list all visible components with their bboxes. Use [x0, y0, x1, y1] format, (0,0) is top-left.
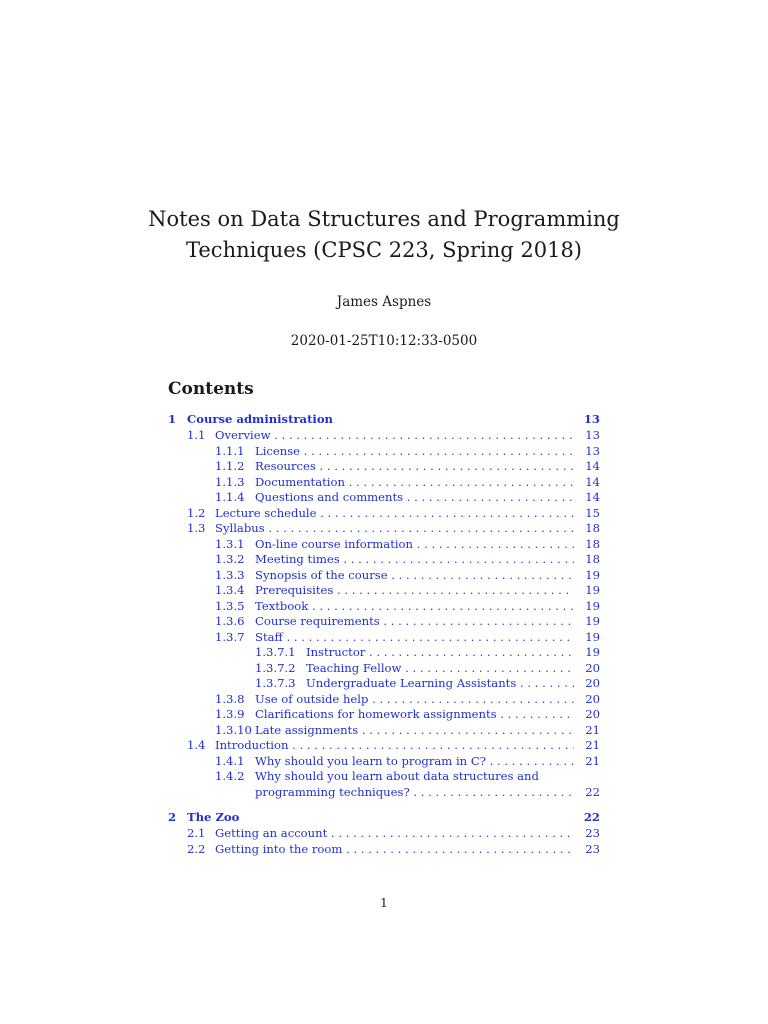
toc-entry[interactable]: [168, 769, 600, 800]
toc-page: 14: [585, 459, 600, 473]
toc-title: Textbook . . .: [255, 599, 574, 615]
toc-number: 1.3.5: [215, 598, 245, 613]
toc-entry[interactable]: [168, 738, 600, 754]
toc-page: 20: [585, 691, 600, 706]
author: James Aspnes: [336, 294, 432, 310]
toc-title: Syllabus . . .: [215, 521, 574, 537]
toc-number: 1: [168, 412, 177, 426]
toc-page: 19: [585, 614, 600, 628]
toc-page: 19: [585, 645, 600, 659]
toc-entry[interactable]: [168, 444, 600, 460]
toc-page: 19: [585, 583, 600, 597]
toc-number: 1.3: [187, 521, 206, 535]
toc-page: 22: [585, 784, 600, 799]
toc-number: 1.3.1: [215, 536, 245, 551]
title-line-2: Techniques (CPSC 223, Spring 2018): [186, 238, 582, 262]
page-number: 1: [380, 896, 388, 910]
toc-page: 15: [585, 505, 600, 520]
toc-title: Introduction . . .: [215, 738, 574, 754]
toc-entry[interactable]: [168, 475, 600, 491]
toc-entry[interactable]: [168, 537, 600, 553]
toc-page: 18: [585, 536, 600, 551]
toc-page: 20: [585, 660, 600, 675]
toc-entry[interactable]: [168, 661, 600, 677]
toc-number: 1.3.8: [215, 691, 245, 706]
table-of-contents: [168, 411, 600, 857]
toc-title: Staff . . .: [255, 630, 574, 646]
toc-page: 13: [583, 412, 600, 426]
toc-entry[interactable]: [168, 754, 600, 770]
toc-number: 1.4: [187, 738, 206, 752]
toc-number: 1.3.3: [215, 567, 245, 582]
toc-page: 22: [583, 810, 600, 824]
toc-title: Documentation . . .: [255, 475, 574, 491]
toc-entry[interactable]: [168, 506, 600, 522]
toc-number: 1.1.2: [215, 459, 245, 473]
toc-page: 23: [585, 826, 600, 840]
toc-title: Why should you learn to program in C? . . .: [255, 754, 574, 770]
toc-entry[interactable]: [168, 614, 600, 630]
toc-entry[interactable]: [168, 826, 600, 842]
toc-page: 21: [585, 722, 600, 737]
toc-page: 18: [585, 552, 600, 566]
toc-number: 2.1: [187, 826, 206, 840]
toc-title: Synopsis of the course . . .: [255, 568, 574, 584]
toc-entry[interactable]: [168, 676, 600, 692]
toc-page: 20: [585, 676, 600, 690]
toc-entry[interactable]: [168, 411, 600, 428]
toc-title: Meeting times . . .: [255, 552, 574, 568]
toc-entry[interactable]: [168, 630, 600, 646]
toc-entry[interactable]: [168, 842, 600, 858]
toc-title: Instructor . . .: [306, 645, 574, 661]
toc-page: 19: [585, 567, 600, 582]
toc-number: 1.3.2: [215, 552, 245, 566]
toc-title: Lecture schedule . . .: [215, 506, 574, 522]
toc-page: 18: [585, 521, 600, 535]
toc-title: Undergraduate Learning Assistants . . .: [306, 676, 574, 692]
toc-entry[interactable]: [168, 428, 600, 444]
date: 2020-01-25T10:12:33-0500: [290, 333, 478, 349]
toc-page: 13: [585, 443, 600, 458]
toc-page: 23: [585, 841, 600, 856]
toc-page: 21: [585, 753, 600, 768]
toc-title: On-line course information . . .: [255, 537, 574, 553]
toc-number: 1.3.6: [215, 614, 245, 628]
toc-entry[interactable]: [168, 552, 600, 568]
toc-title: Course administration: [187, 412, 333, 426]
toc-entry[interactable]: [168, 707, 600, 723]
toc-entry[interactable]: [168, 599, 600, 615]
toc-title: Getting an account . . .: [215, 826, 574, 842]
contents-heading: Contents: [168, 379, 254, 399]
toc-title: Prerequisites . . .: [255, 583, 574, 599]
toc-number: 1.3.7: [215, 629, 245, 644]
toc-entry[interactable]: [168, 809, 600, 826]
toc-entry[interactable]: [168, 583, 600, 599]
toc-entry[interactable]: [168, 692, 600, 708]
toc-page: 14: [585, 490, 600, 504]
toc-entry[interactable]: [168, 459, 600, 475]
toc-number: 1.4.1: [215, 753, 245, 768]
toc-number: 1.3.7.1: [255, 645, 296, 659]
toc-entry[interactable]: [168, 645, 600, 661]
toc-number: 1.1.3: [215, 474, 245, 489]
toc-number: 1.3.7.2: [255, 660, 296, 675]
toc-page: 19: [585, 629, 600, 644]
toc-number: 1.4.2: [215, 769, 245, 783]
toc-title: Teaching Fellow . . .: [306, 661, 574, 677]
toc-number: 1.1.4: [215, 490, 245, 504]
toc-title: The Zoo: [187, 810, 240, 824]
toc-number: 2.2: [187, 841, 206, 856]
title-line-1: Notes on Data Structures and Programming: [148, 207, 620, 231]
toc-page: 19: [585, 598, 600, 613]
toc-title: Resources . . .: [255, 459, 574, 475]
toc-title: Course requirements . . .: [255, 614, 574, 630]
toc-title: Getting into the room . . .: [215, 842, 574, 858]
toc-entry[interactable]: [168, 568, 600, 584]
toc-page: 20: [585, 707, 600, 721]
toc-title: Questions and comments . . .: [255, 490, 574, 506]
toc-entry[interactable]: [168, 490, 600, 506]
toc-number: 1.1.1: [215, 443, 245, 458]
toc-number: 1.3.4: [215, 583, 245, 597]
toc-number: 1.2: [187, 505, 206, 520]
toc-title: Clarifications for homework assignments . . .: [255, 707, 574, 723]
toc-entry[interactable]: [168, 723, 600, 739]
toc-number: 2: [168, 810, 177, 824]
toc-title: Why should you learn about data structures and programming techniques? . . .: [255, 769, 574, 800]
toc-number: 1.3.10: [215, 722, 252, 737]
toc-title: License . . .: [255, 444, 574, 460]
toc-number: 1.3.9: [215, 707, 245, 721]
toc-page: 14: [585, 474, 600, 489]
toc-title: Late assignments . . .: [255, 723, 574, 739]
toc-page: 13: [585, 428, 600, 442]
toc-number: 1.1: [187, 428, 206, 442]
toc-title: Overview . . .: [215, 428, 574, 444]
toc-number: 1.3.7.3: [255, 676, 296, 690]
toc-entry[interactable]: [168, 521, 600, 537]
toc-page: 21: [585, 738, 600, 752]
toc-title: Use of outside help . . .: [255, 692, 574, 708]
document-title: [0, 204, 768, 266]
